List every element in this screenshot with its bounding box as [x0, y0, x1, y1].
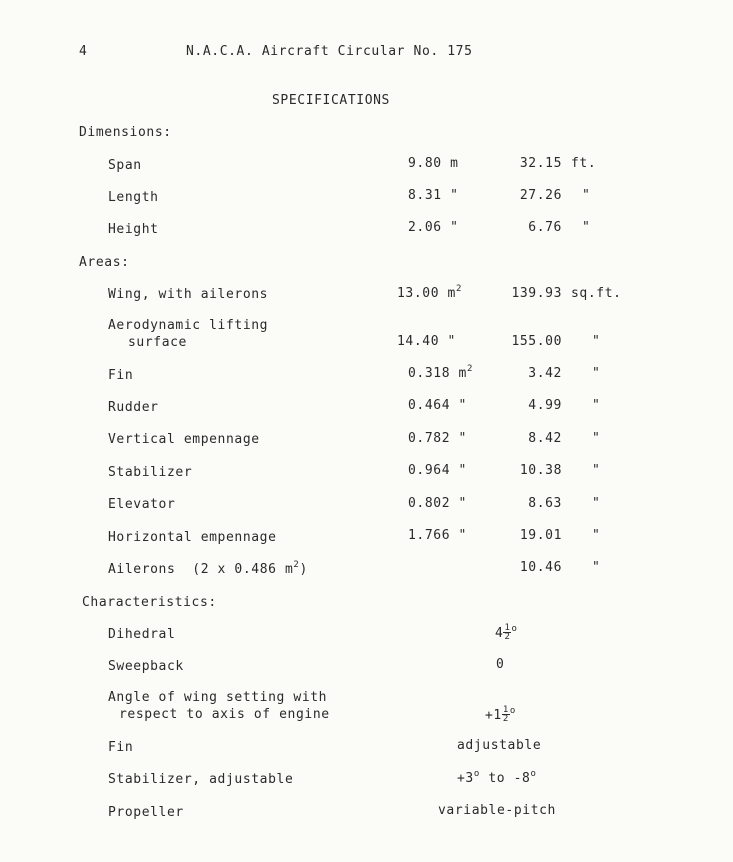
- unit: ": [592, 366, 601, 381]
- metric-value: 0.318 $m^2$: [408, 364, 474, 381]
- row-name: Fin: [108, 368, 134, 383]
- dihedral-value: 4 $\frac{1}{2}$ $^o$: [495, 623, 518, 642]
- imperial-value: 3.42: [528, 366, 562, 381]
- angle-label-line2: respect to axis of engine: [119, 707, 330, 722]
- row-name: Horizontal empennage: [108, 530, 277, 545]
- unit: ": [592, 496, 601, 511]
- fin-label: Fin: [108, 740, 134, 755]
- angle-label-line1: Angle of wing setting with: [108, 690, 328, 705]
- unit: ": [592, 463, 601, 478]
- metric-value: 0.802 ": [408, 496, 467, 511]
- stabilizer-value: $+3^o$ to -8$^o$: [457, 769, 537, 786]
- document-title: N.A.C.A. Aircraft Circular No. 175: [186, 44, 473, 59]
- row-name: Height: [108, 222, 159, 237]
- page-number: 4: [79, 44, 88, 59]
- unit: sq.ft.: [571, 286, 622, 301]
- imperial-value: 6.76: [528, 220, 562, 235]
- dihedral-label: Dihedral: [108, 627, 176, 642]
- unit: ": [592, 334, 601, 349]
- row-name-line2: surface: [128, 335, 187, 350]
- unit: ": [582, 188, 591, 203]
- row-name: Wing, with ailerons: [108, 287, 269, 302]
- metric-value: 1.766 ": [408, 528, 467, 543]
- metric-value: 0.964 ": [408, 463, 467, 478]
- propeller-label: Propeller: [108, 805, 184, 820]
- unit: ft.: [571, 156, 597, 171]
- fin-value: adjustable: [457, 738, 542, 753]
- sweepback-value: 0: [496, 657, 505, 672]
- imperial-value: 27.26: [519, 188, 562, 203]
- row-name: Stabilizer: [108, 465, 193, 480]
- metric-value: 0.782 ": [408, 431, 467, 446]
- row-name-line1: Aerodynamic lifting: [108, 318, 269, 333]
- imperial-value: 19.01: [519, 528, 562, 543]
- metric-value: 14.40 ": [397, 334, 456, 349]
- imperial-value: 155.00: [511, 334, 562, 349]
- imperial-value: 8.63: [528, 496, 562, 511]
- characteristics-label: Characteristics:: [82, 595, 217, 610]
- imperial-value: 10.46: [519, 560, 562, 575]
- unit: ": [592, 398, 601, 413]
- row-name: Rudder: [108, 400, 159, 415]
- stabilizer-label: Stabilizer, adjustable: [108, 772, 294, 787]
- section-heading: SPECIFICATIONS: [272, 93, 390, 108]
- imperial-value: 8.42: [528, 431, 562, 446]
- metric-value: 8.31 ": [408, 188, 459, 203]
- imperial-value: 10.38: [519, 463, 562, 478]
- unit: ": [592, 431, 601, 446]
- metric-value: 0.464 ": [408, 398, 467, 413]
- propeller-value: variable-pitch: [438, 803, 556, 818]
- row-name: Elevator: [108, 497, 176, 512]
- angle-value: +1 $\frac{1}{2}$ $^o$: [485, 705, 516, 724]
- dimensions-label: Dimensions:: [79, 125, 172, 140]
- imperial-value: 4.99: [528, 398, 562, 413]
- imperial-value: 32.15: [519, 156, 562, 171]
- imperial-value: 139.93: [511, 286, 562, 301]
- row-name: Span: [108, 158, 142, 173]
- row-name: Ailerons (2 x 0.486 $m^2$): [108, 560, 308, 577]
- unit: ": [592, 528, 601, 543]
- metric-value: 9.80 m: [408, 156, 459, 171]
- row-name: Vertical empennage: [108, 432, 260, 447]
- unit: ": [592, 560, 601, 575]
- row-name: Length: [108, 190, 159, 205]
- areas-label: Areas:: [79, 255, 130, 270]
- metric-value: 13.00 $m^2$: [397, 284, 463, 301]
- sweepback-label: Sweepback: [108, 659, 184, 674]
- unit: ": [582, 220, 591, 235]
- metric-value: 2.06 ": [408, 220, 459, 235]
